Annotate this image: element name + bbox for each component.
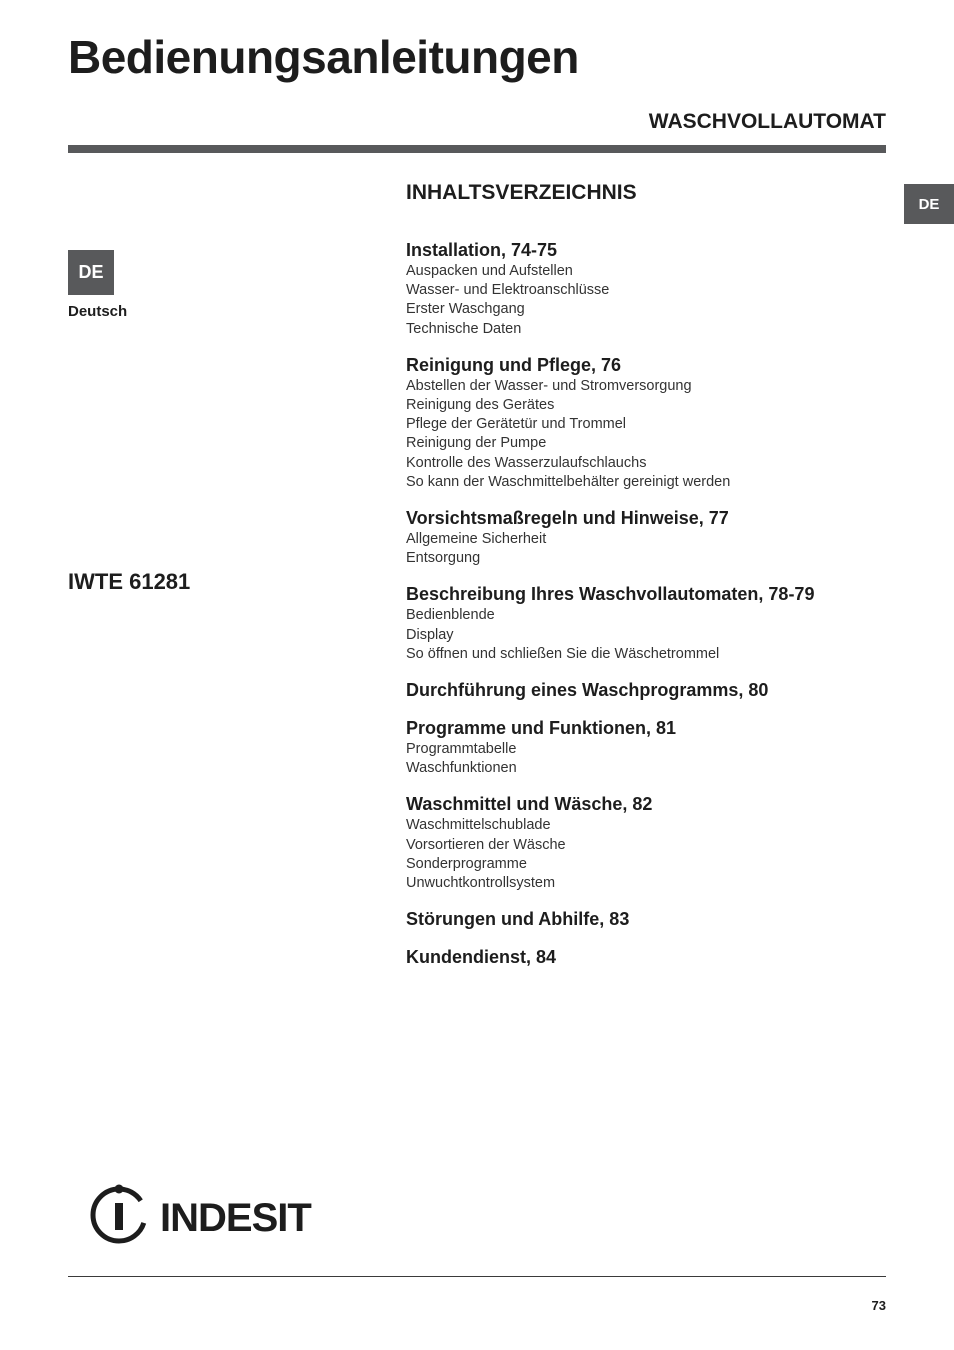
toc-heading[interactable]: Vorsichtsmaßregeln und Hinweise, 77 [406, 508, 729, 529]
toc-item[interactable]: Allgemeine Sicherheit [406, 531, 547, 548]
indesit-i-logo-icon [88, 1184, 320, 1246]
product-type: WASCHVOLLAUTOMAT [648, 110, 886, 133]
toc-section [406, 239, 886, 339]
toc-section [406, 507, 886, 568]
language-name: Deutsch [68, 303, 128, 320]
toc-section [406, 717, 886, 778]
toc-item[interactable]: Waschmittelschublade [406, 817, 551, 834]
toc-item[interactable]: Reinigung der Pumpe [406, 435, 547, 452]
toc-item[interactable]: Waschfunktionen [406, 760, 517, 777]
toc-section [406, 679, 886, 702]
toc-heading[interactable]: Reinigung und Pflege, 76 [406, 354, 622, 375]
language-tab[interactable]: DE [904, 184, 954, 224]
toc-item[interactable]: Wasser- und Elektroanschlüsse [406, 282, 610, 299]
toc-heading[interactable]: Durchführung eines Waschprogramms, 80 [406, 680, 769, 701]
toc-heading[interactable]: Waschmittel und Wäsche, 82 [406, 794, 653, 815]
header-divider [68, 145, 886, 153]
toc-item[interactable]: Pflege der Gerätetür und Trommel [406, 416, 627, 433]
toc-item[interactable]: So kann der Waschmittelbehälter gereinigt werden [406, 473, 731, 490]
page-title: Bedienungsanleitungen [68, 31, 579, 83]
toc-item[interactable]: Display [406, 626, 454, 643]
toc-item[interactable]: Programmtabelle [406, 741, 517, 758]
toc-section [406, 946, 886, 969]
toc-item[interactable]: Bedienblende [406, 607, 495, 624]
toc-item[interactable]: Erster Waschgang [406, 301, 525, 318]
toc-title: INHALTSVERZEICHNIS [406, 181, 637, 204]
toc-heading[interactable]: Beschreibung Ihres Waschvollautomaten, 78-79 [406, 584, 815, 605]
language-badge: DE [68, 250, 114, 295]
logo-text: INDESIT [160, 1196, 311, 1240]
toc-item[interactable]: Unwuchtkontrollsystem [406, 875, 556, 892]
toc-item[interactable]: Vorsortieren der Wäsche [406, 836, 566, 853]
toc-item[interactable]: Auspacken und Aufstellen [406, 263, 573, 279]
toc-section [406, 793, 886, 893]
toc-item[interactable]: So öffnen und schließen Sie die Wäschetrommel [406, 645, 720, 662]
toc-heading[interactable]: Programme und Funktionen, 81 [406, 718, 677, 739]
table-of-contents [406, 239, 886, 984]
model-number: IWTE 61281 [68, 569, 191, 594]
toc-item[interactable]: Technische Daten [406, 320, 522, 337]
toc-item[interactable]: Abstellen der Wasser- und Stromversorgung [406, 377, 692, 394]
toc-item[interactable]: Entsorgung [406, 550, 481, 567]
toc-section [406, 583, 886, 664]
toc-heading[interactable]: Störungen und Abhilfe, 83 [406, 909, 630, 930]
toc-section [406, 354, 886, 492]
toc-heading[interactable]: Kundendienst, 84 [406, 947, 557, 968]
toc-item[interactable]: Reinigung des Gerätes [406, 397, 555, 414]
footer-divider [68, 1276, 886, 1277]
toc-item[interactable]: Kontrolle des Wasserzulaufschlauchs [406, 454, 647, 471]
page-number: 73 [871, 1298, 886, 1313]
toc-item[interactable]: Sonderprogramme [406, 855, 527, 872]
toc-heading[interactable]: Installation, 74-75 [406, 240, 558, 260]
toc-section [406, 908, 886, 931]
